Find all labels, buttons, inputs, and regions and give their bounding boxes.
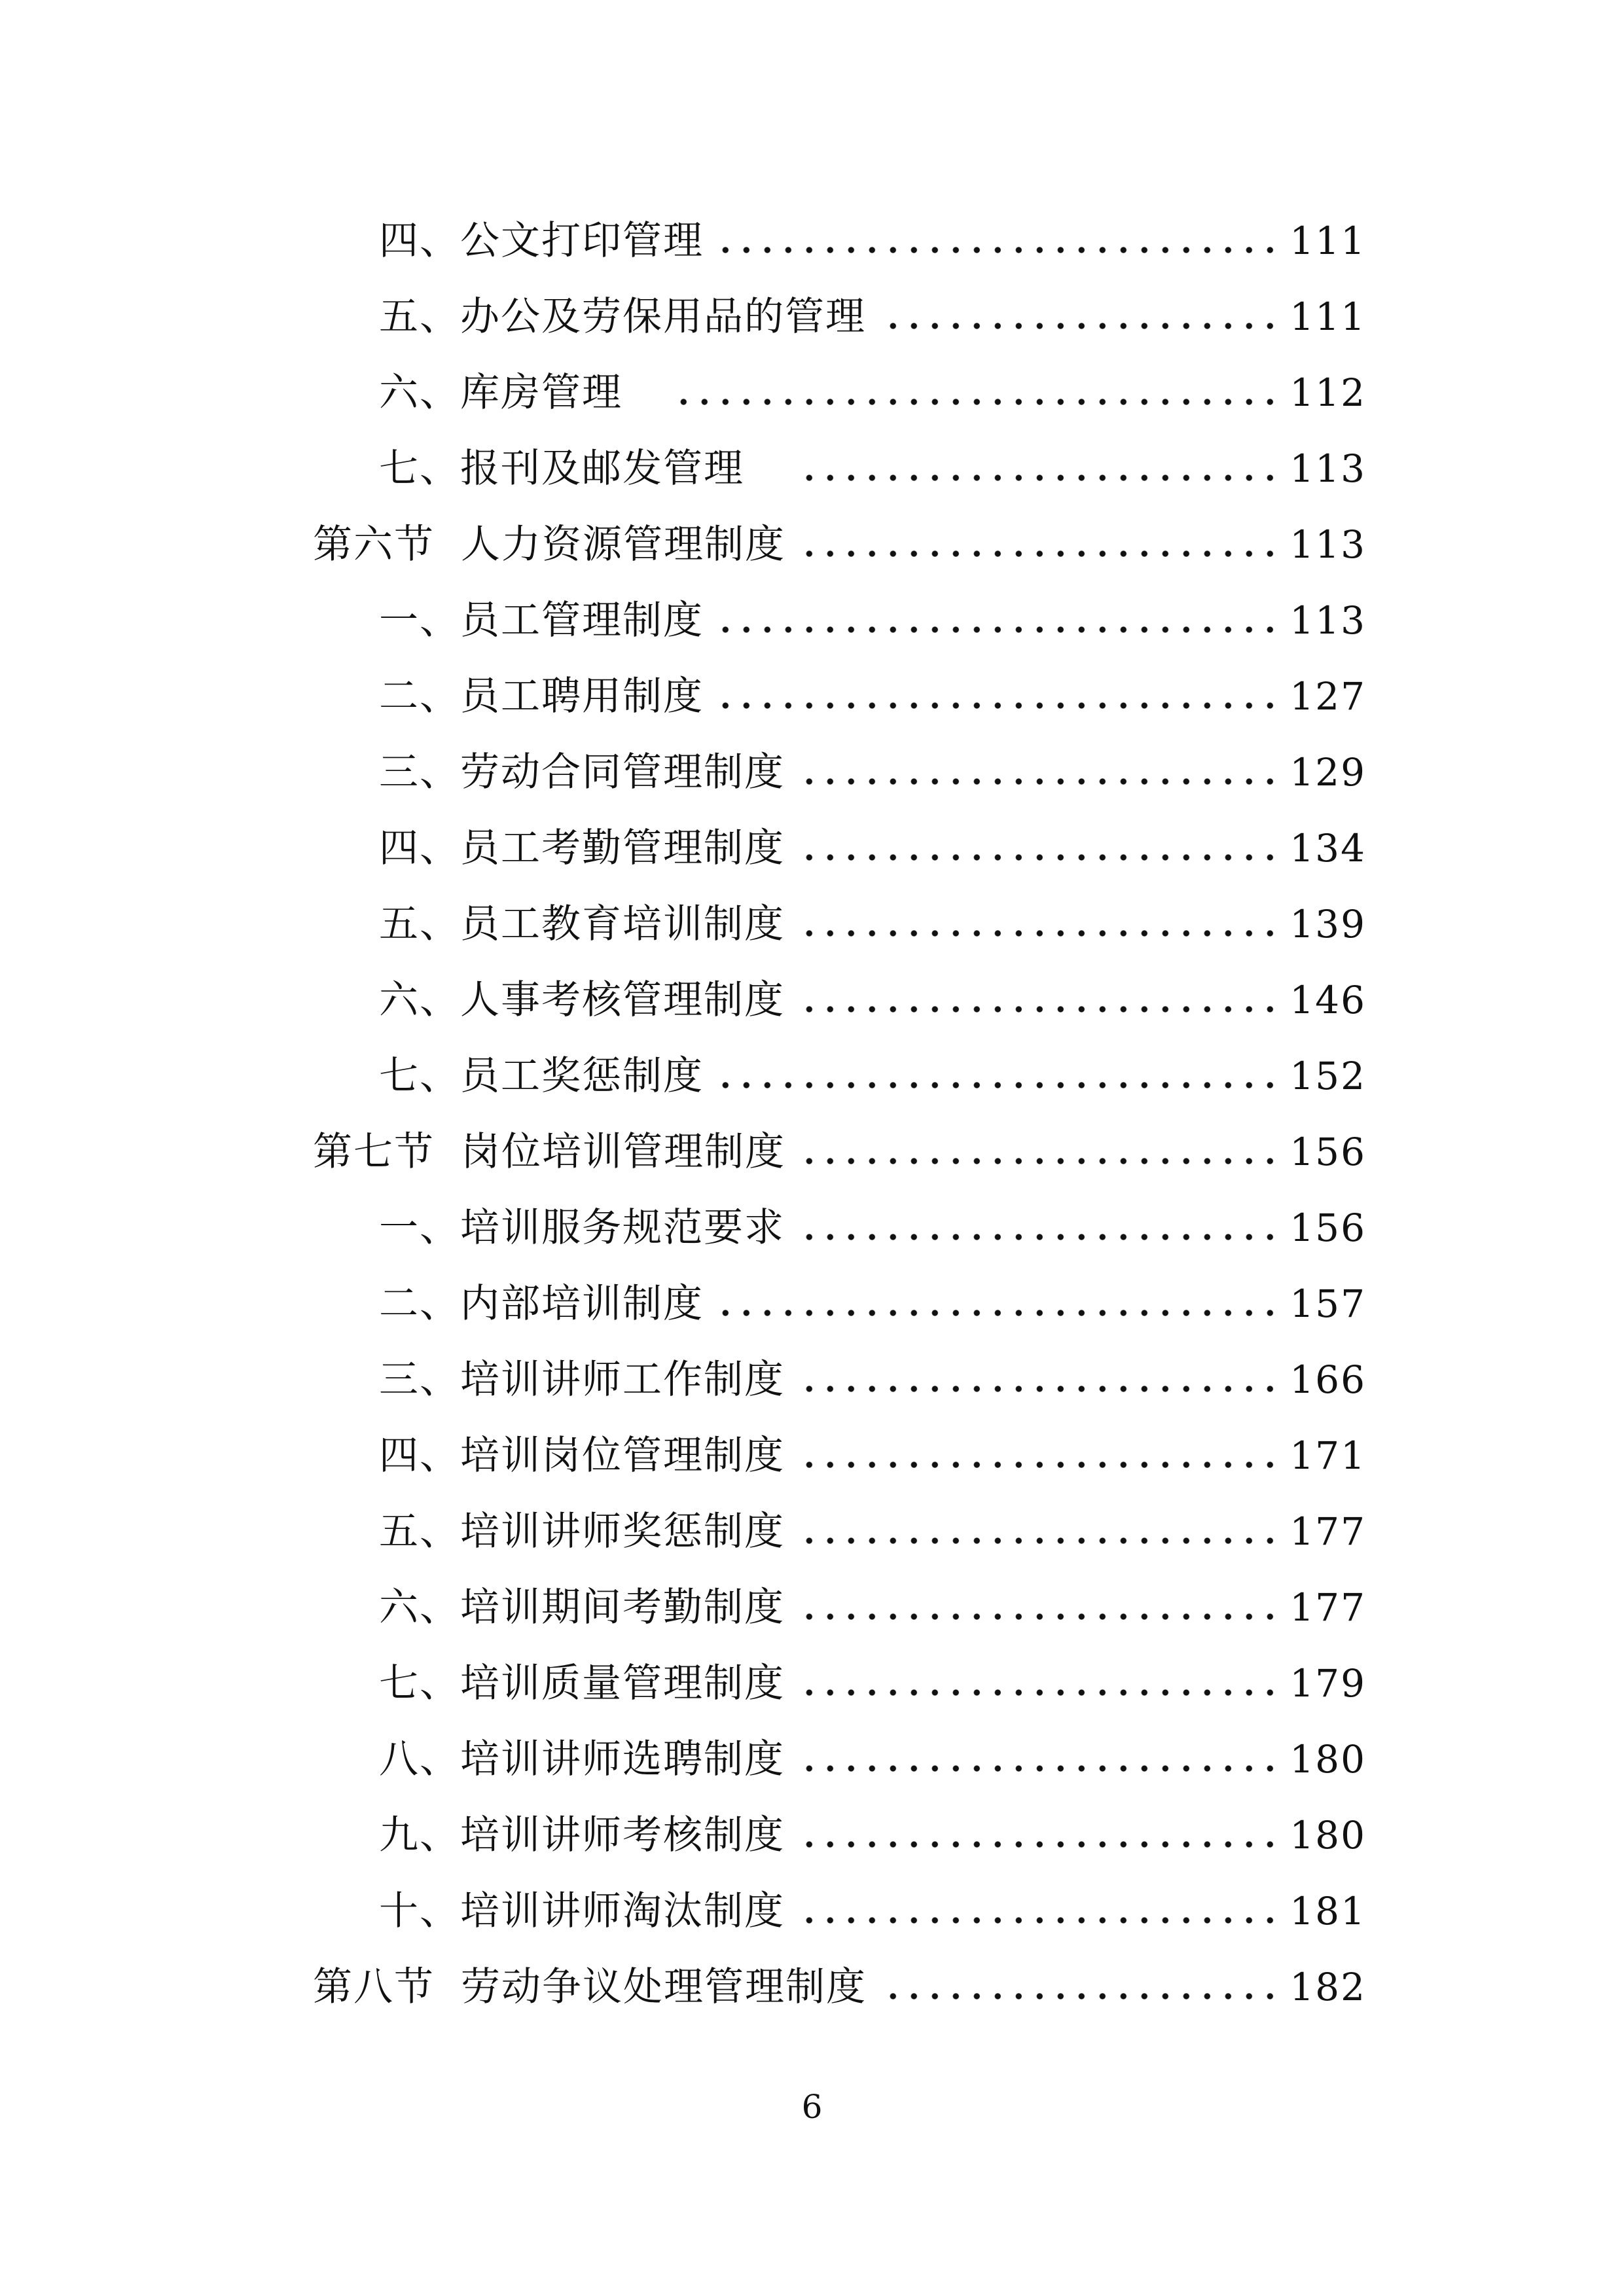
entry-label: 四、培训岗位管理制度 (379, 1433, 785, 1479)
dot-leader (797, 829, 1280, 868)
dot-leader (797, 1360, 1280, 1399)
entry-page-number: 171 (1290, 1433, 1366, 1478)
entry-page-number: 181 (1290, 1889, 1366, 1933)
entry-label: 六、培训期间考勤制度 (379, 1585, 785, 1630)
entry-page-number: 180 (1290, 1737, 1366, 1782)
dot-leader (715, 1284, 1280, 1323)
entry-label: 六、库房管理 (379, 370, 623, 416)
entry-page-number: 152 (1290, 1054, 1366, 1098)
toc-entry (379, 1645, 1366, 1721)
toc-entry (379, 1721, 1366, 1797)
entry-page-number: 134 (1290, 826, 1366, 870)
entry-page-number: 180 (1290, 1813, 1366, 1857)
dot-leader (797, 1132, 1280, 1172)
entry-page-number: 156 (1290, 1206, 1366, 1250)
toc-entry (379, 658, 1366, 734)
dot-leader (715, 221, 1280, 260)
toc-entry (379, 1038, 1366, 1114)
toc-entry (379, 810, 1366, 886)
entry-label: 五、培训讲师奖惩制度 (379, 1509, 785, 1554)
toc-entry (379, 1494, 1366, 1570)
dot-leader (797, 1892, 1280, 1931)
dot-leader (797, 1816, 1280, 1855)
dot-leader (801, 449, 1280, 488)
entry-label: 七、员工奖惩制度 (379, 1053, 704, 1099)
entry-page-number: 182 (1290, 1965, 1366, 2009)
entry-page-number: 111 (1290, 295, 1366, 339)
toc-entry (379, 886, 1366, 962)
entry-page-number: 111 (1290, 219, 1366, 263)
toc-entry (379, 1797, 1366, 1873)
entry-page-number: 146 (1290, 978, 1366, 1022)
entry-label: 三、培训讲师工作制度 (379, 1357, 785, 1403)
toc-entry (379, 583, 1366, 658)
entry-page-number: 129 (1290, 750, 1366, 795)
dot-leader (797, 1512, 1280, 1551)
dot-leader (797, 1208, 1280, 1247)
toc-section-entry (313, 507, 1366, 583)
toc-entry (379, 1418, 1366, 1494)
dot-leader (878, 297, 1280, 336)
entry-label: 五、员工教育培训制度 (379, 901, 785, 947)
dot-leader (797, 753, 1280, 792)
entry-page-number: 139 (1290, 902, 1366, 946)
dot-leader (797, 1436, 1280, 1475)
entry-page-number: 113 (1290, 598, 1366, 643)
dot-leader (797, 980, 1280, 1020)
entry-label: 五、办公及劳保用品的管理 (379, 294, 866, 340)
entry-page-number: 179 (1290, 1661, 1366, 1706)
entry-label: 第八节 劳动争议处理管理制度 (313, 1964, 867, 2010)
toc-entry (379, 355, 1366, 431)
entry-label: 四、员工考勤管理制度 (379, 825, 785, 871)
dot-leader (797, 1664, 1280, 1703)
toc-entry (379, 962, 1366, 1038)
entry-label: 三、劳动合同管理制度 (379, 749, 785, 795)
entry-label: 四、公文打印管理 (379, 218, 704, 264)
dot-leader (797, 905, 1280, 944)
toc-entry (379, 1266, 1366, 1342)
entry-page-number: 112 (1290, 370, 1366, 415)
entry-label: 一、培训服务规范要求 (379, 1205, 785, 1251)
dot-leader (797, 1740, 1280, 1779)
dot-leader (715, 1056, 1280, 1096)
toc-section-entry (313, 1949, 1366, 2025)
toc-entry (379, 1342, 1366, 1418)
toc-entry (379, 734, 1366, 810)
entry-page-number: 156 (1290, 1130, 1366, 1174)
dot-leader (797, 525, 1280, 564)
entry-page-number: 127 (1290, 674, 1366, 719)
toc-entry (379, 1873, 1366, 1949)
entry-label: 八、培训讲师选聘制度 (379, 1736, 785, 1782)
dot-leader (797, 1588, 1280, 1627)
entry-label: 一、员工管理制度 (379, 598, 704, 643)
entry-label: 二、员工聘用制度 (379, 673, 704, 719)
toc-entry (379, 1570, 1366, 1645)
page-number: 6 (801, 2088, 823, 2126)
dot-leader (715, 601, 1280, 640)
entry-label: 七、培训质量管理制度 (379, 1660, 785, 1706)
entry-label: 七、报刊及邮发管理 (379, 446, 744, 492)
entry-page-number: 157 (1290, 1282, 1366, 1326)
entry-page-number: 177 (1290, 1509, 1366, 1554)
toc-entry (379, 431, 1366, 507)
entry-label: 第七节 岗位培训管理制度 (313, 1129, 785, 1175)
entry-page-number: 177 (1290, 1585, 1366, 1630)
entry-page-number: 113 (1290, 446, 1366, 491)
toc-section-entry (313, 1114, 1366, 1190)
entry-page-number: 166 (1290, 1357, 1366, 1402)
toc-entry (379, 279, 1366, 355)
entry-label: 六、人事考核管理制度 (379, 977, 785, 1023)
dot-leader (679, 373, 1280, 412)
toc-entry (379, 1190, 1366, 1266)
entry-label: 十、培训讲师淘汰制度 (379, 1888, 785, 1934)
entry-label: 第六节 人力资源管理制度 (313, 522, 785, 567)
dot-leader (715, 677, 1280, 716)
entry-label: 九、培训讲师考核制度 (379, 1812, 785, 1858)
toc-entry (379, 203, 1366, 279)
dot-leader (878, 1967, 1280, 2007)
entry-label: 二、内部培训制度 (379, 1281, 704, 1327)
entry-page-number: 113 (1290, 522, 1366, 567)
